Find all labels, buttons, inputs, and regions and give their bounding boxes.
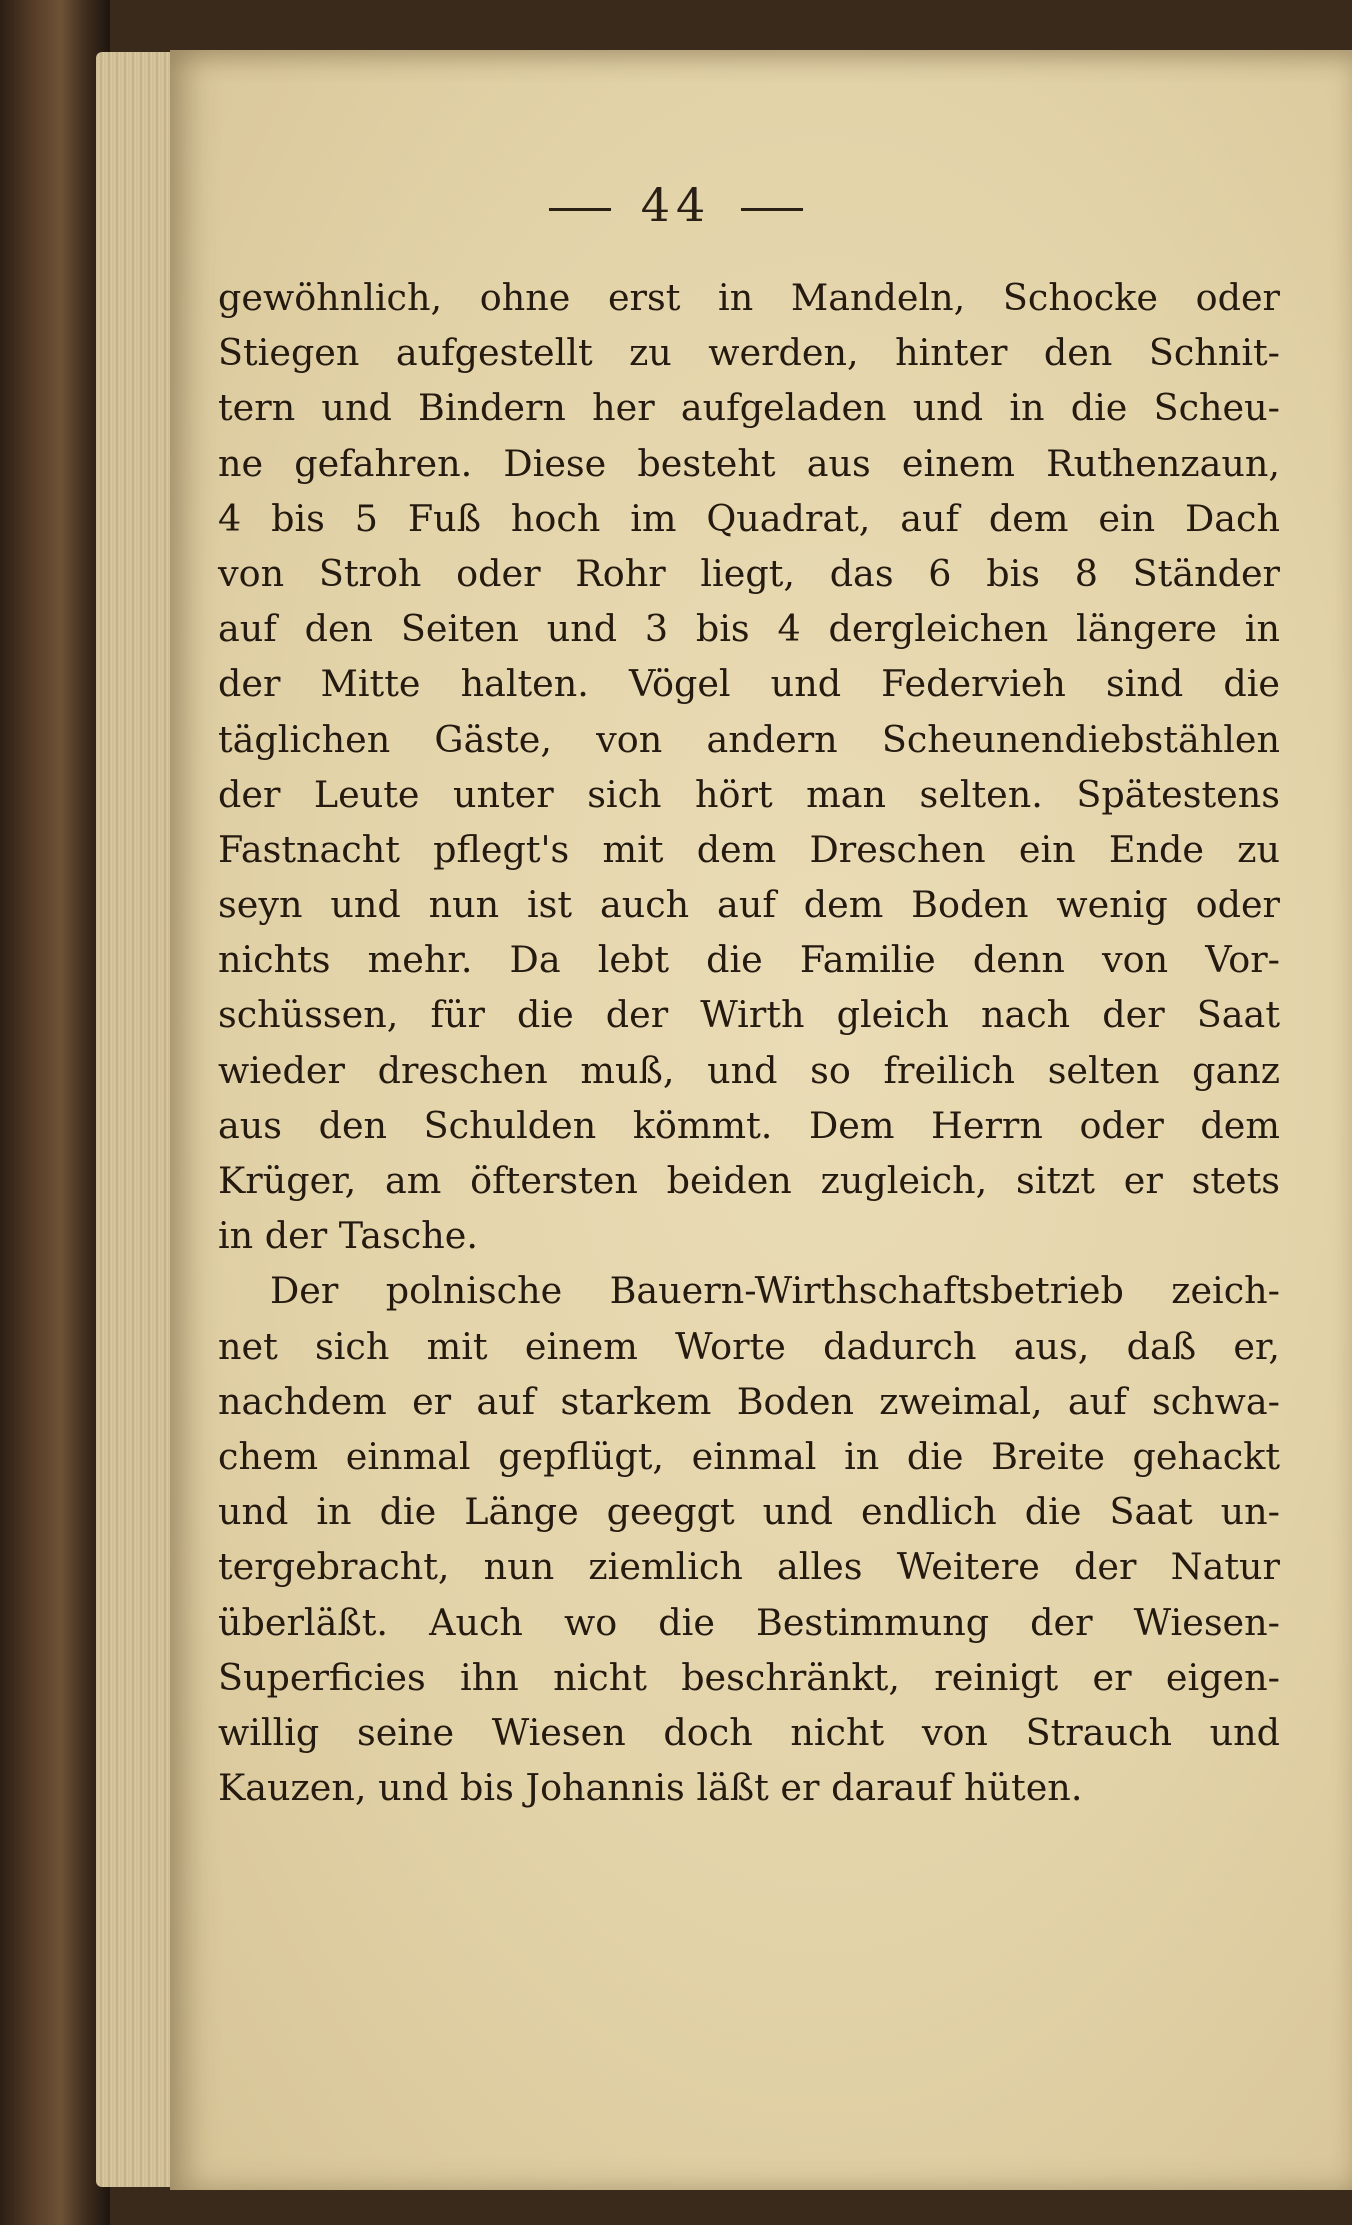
text-line: aus den Schulden kömmt. Dem Herrn oder dem xyxy=(218,1103,1280,1147)
text-line: schüssen, für die der Wirth gleich nach der Saat xyxy=(218,993,1280,1037)
text-line: nachdem er auf starkem Boden zweimal, auf schwa- xyxy=(218,1379,1280,1423)
paragraph xyxy=(218,1263,1280,1815)
text-line: gewöhnlich, ohne erst in Mandeln, Schocke oder xyxy=(218,276,1280,319)
folio-dash-right xyxy=(741,208,803,211)
text-line: ne gefahren. Diese besteht aus einem Ruthenzaun, xyxy=(218,441,1280,485)
text-line: Fastnacht pflegt's mit dem Dreschen ein Ende zu xyxy=(218,827,1280,871)
text-line: in der Tasche. xyxy=(218,1214,478,1258)
text-line: net sich mit einem Worte dadurch aus, daß er, xyxy=(218,1324,1280,1368)
page-number-text: 44 xyxy=(640,178,712,232)
text-line: Der polnische Bauern-Wirthschaftsbetrieb zeich- xyxy=(270,1269,1280,1313)
text-line: Stiegen aufgestellt zu werden, hinter den Schnit- xyxy=(218,331,1280,375)
folio-dash-left xyxy=(549,208,611,211)
text-line: tergebracht, nun ziemlich alles Weitere der Natur xyxy=(218,1545,1280,1589)
text-line: tern und Bindern her aufgeladen und in die Scheu- xyxy=(218,386,1280,430)
text-line: nichts mehr. Da lebt die Familie denn von Vor- xyxy=(218,938,1280,982)
text-line: der Mitte halten. Vögel und Federvieh sind die xyxy=(218,662,1280,706)
page-number xyxy=(0,178,1352,232)
text-line: wieder dreschen muß, und so freilich selten ganz xyxy=(218,1048,1280,1092)
text-line: täglichen Gäste, von andern Scheunendiebstählen xyxy=(218,717,1280,761)
text-line: Kauzen, und bis Johannis läßt er darauf hüten. xyxy=(218,1766,1083,1810)
text-line: chem einmal gepflügt, einmal in die Breite gehackt xyxy=(218,1434,1280,1478)
text-line: willig seine Wiesen doch nicht von Strauch und xyxy=(218,1710,1280,1754)
text-line: überläßt. Auch wo die Bestimmung der Wiesen- xyxy=(218,1600,1280,1644)
book-spine xyxy=(0,0,110,2225)
text-line: der Leute unter sich hört man selten. Spätestens xyxy=(218,772,1280,816)
body-text xyxy=(218,270,1280,1815)
text-line: Krüger, am öftersten beiden zugleich, sitzt er stets xyxy=(218,1159,1280,1202)
text-line: 4 bis 5 Fuß hoch im Quadrat, auf dem ein Dach xyxy=(218,496,1280,540)
text-line: Superficies ihn nicht beschränkt, reinigt er eigen- xyxy=(218,1655,1280,1699)
paragraph xyxy=(218,270,1280,1263)
text-line: von Stroh oder Rohr liegt, das 6 bis 8 Ständer xyxy=(218,551,1280,595)
text-line: auf den Seiten und 3 bis 4 dergleichen längere in xyxy=(218,607,1280,651)
text-line: seyn und nun ist auch auf dem Boden wenig oder xyxy=(218,883,1280,927)
text-line: und in die Länge geeggt und endlich die Saat un- xyxy=(218,1490,1280,1534)
